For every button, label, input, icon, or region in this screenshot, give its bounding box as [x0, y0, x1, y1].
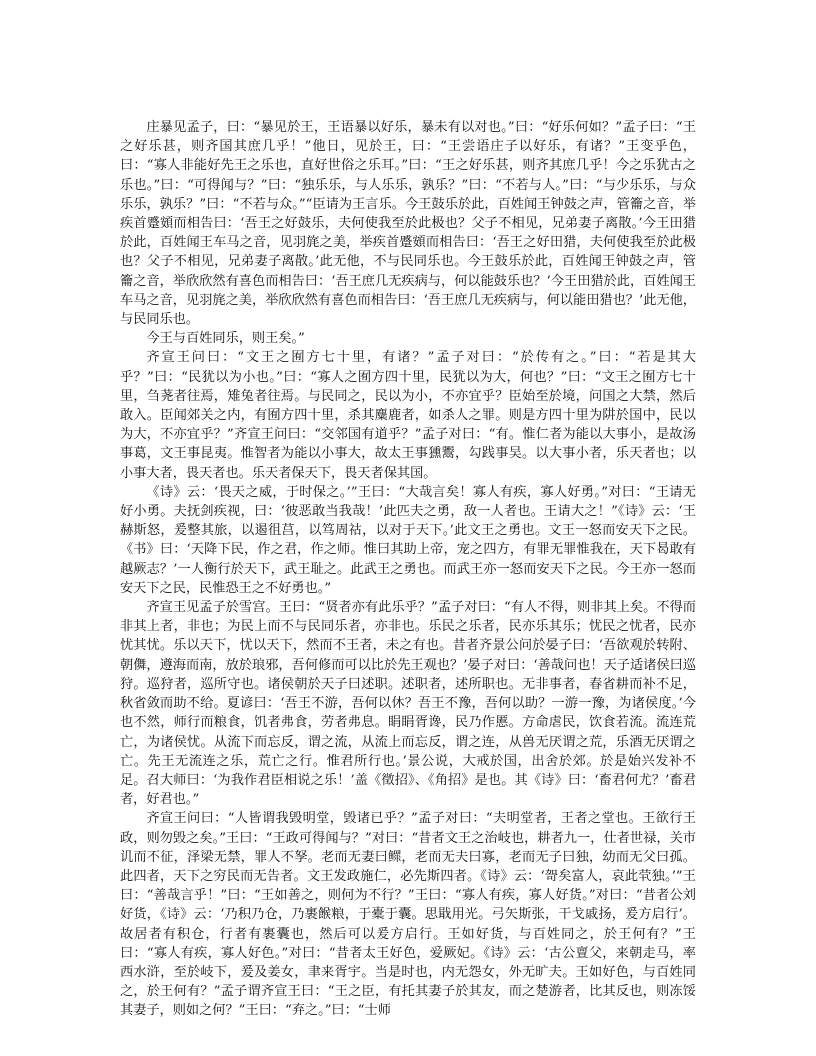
- paragraph: 齐宣王见孟子於雪宫。王曰：“贤者亦有此乐乎？”孟子对曰：“有人不得，则非其上矣。不得而非其上者，非也；为民上而不与民同乐者，亦非也。乐民之乐者，民亦乐其乐；忧民之忧者，民亦忧其忧。乐以天下，忧以天下，然而不王者，未之有也。昔者齐景公问於晏子曰：‘吾欲观於转附、朝儛，遵海而南，放於琅邪，吾何修而可以比於先王观也？’晏子对曰：‘善哉问也！天子适诸侯曰巡狩。巡狩者，巡所守也。诸侯朝於天子曰述职。述职者，述所职也。无非事者，春省耕而补不足，秋省敛而助不给。夏谚曰：‘吾王不游，吾何以休？吾王不豫，吾何以助？一游一豫，为诸侯度。’今也不然，师行而粮食，饥者弗食，劳者弗息。睊睊胥谗，民乃作慝。方命虐民，饮食若流。流连荒亡，为诸侯忧。从流下而忘反，谓之流，从流上而忘反，谓之连，从兽无厌谓之荒，乐酒无厌谓之亡。先王无流连之乐，荒亡之行。惟君所行也。’景公说，大戒於国，出舍於郊。於是始兴发补不足。召大师曰：‘为我作君臣相说之乐！’盖《徵招》、《角招》是也。其《诗》曰：‘畜君何尤？’畜君者，好君也。”: [120, 600, 696, 808]
- paragraph: 齐宣王问曰：“人皆谓我毁明堂，毁诸已乎？”孟子对曰：“夫明堂者，王者之堂也。王欲行王政，则勿毁之矣。”王曰：“王政可得闻与？”对曰：“昔者文王之治岐也，耕者九一，仕者世禄，关市讥而不征，泽梁无禁，罪人不孥。老而无妻曰鳏，老而无夫曰寡，老而无子曰独，幼而无父曰孤。此四者，天下之穷民而无告者。文王发政施仁，必先斯四者。《诗》云：‘哿矣富人，哀此茕独。’”王曰：“善哉言乎！”曰：“王如善之，则何为不行？”王曰：“寡人有疾，寡人好货。”对曰：“昔者公刘好货，《诗》云：‘乃积乃仓，乃裹餱粮，于橐于囊。思戢用光。弓矢斯张，干戈戚扬，爰方启行’。故居者有积仓，行者有裹囊也，然后可以爰方启行。王如好货，与百姓同之，於王何有？”王曰：“寡人有疾，寡人好色。”对曰：“昔者太王好色，爱厥妃。《诗》云：‘古公亶父，来朝走马，率西水浒，至於岐下，爰及姜女，聿来胥宇。当是时也，内无怨女，外无旷夫。王如好色，与百姓同之，於王何有？”孟子谓齐宣王曰：“王之臣，有托其妻子於其友，而之楚游者，比其反也，则冻馁其妻子，则如之何？”王曰：“弃之。”曰：“士师: [120, 811, 696, 1019]
- paragraph: 庄暴见孟子，曰：“暴见於王，王语暴以好乐，暴未有以对也。”曰：“好乐何如？”孟子曰：“王之好乐甚，则齐国其庶几乎！”他日，见於王，曰：“王尝语庄子以好乐，有诸？”王变乎色，曰：“寡人非能好先王之乐也，直好世俗之乐耳。”曰：“王之好乐甚，则齐其庶几乎！今之乐犹古之乐也。”曰：“可得闻与？”曰：“独乐乐，与人乐乐，孰乐？”曰：“不若与人。”曰：“与少乐乐，与众乐乐，孰乐？”曰：“不若与众。”“臣请为王言乐。今王鼓乐於此，百姓闻王钟鼓之声，管籥之音，举疾首蹙頞而相告曰：‘吾王之好鼓乐，夫何使我至於此极也？父子不相见，兄弟妻子离散。’今王田猎於此，百姓闻王车马之音，见羽旄之美，举疾首蹙頞而相告曰：‘吾王之好田猎，夫何使我至於此极也？父子不相见，兄弟妻子离散。’此无他，不与民同乐也。今王鼓乐於此，百姓闻王钟鼓之声，管籥之音，举欣欣然有喜色而相告曰：‘吾王庶几无疾病与，何以能鼓乐也？’今王田猎於此，百姓闻王车马之音，见羽旄之美，举欣欣然有喜色而相告曰：‘吾王庶几无疾病与，何以能田猎也？’此无他，与民同乐也。: [120, 120, 696, 328]
- paragraph: 今王与百姓同乐，则王矣。”: [146, 331, 305, 347]
- document-body: [120, 118, 696, 1021]
- paragraph: 齐宣王问曰：“文王之囿方七十里，有诸？”孟子对曰：“於传有之。”曰：“若是其大乎？”曰：“民犹以为小也。”曰：“寡人之囿方四十里，民犹以为大，何也？”曰：“文王之囿方七十里，刍荛者往焉，雉兔者往焉。与民同之，民以为小，不亦宜乎？臣始至於境，问国之大禁，然后敢入。臣闻郊关之内，有囿方四十里，杀其麋鹿者，如杀人之罪。则是方四十里为阱於国中，民以为大，不亦宜乎？”齐宣王问曰：“交邻国有道乎？”孟子对曰：“有。惟仁者为能以大事小，是故汤事葛，文王事昆夷。惟智者为能以小事大，故太王事獯鬻，勾践事吴。以大事小者，乐天者也；以小事大者，畏天者也。乐天者保天下，畏天者保其国。: [120, 350, 696, 481]
- paragraph: 《诗》云：‘畏天之威，于时保之。’”王曰：“大哉言矣！寡人有疾，寡人好勇。”对曰：“王请无好小勇。夫抚剑疾视，曰：‘彼恶敢当我哉！’此匹夫之勇，敌一人者也。王请大之！”《诗》云：‘王赫斯怒，爰整其旅，以遏徂莒，以笃周祜，以对于天下。’此文王之勇也。文王一怒而安天下之民。《书》曰：‘天降下民，作之君，作之师。惟曰其助上帝，宠之四方，有罪无罪惟我在，天下曷敢有越厥志？’一人衡行於天下，武王耻之。此武王之勇也。而武王亦一怒而安天下之民。今王亦一怒而安天下之民，民惟恐王之不好勇也。”: [120, 484, 696, 596]
